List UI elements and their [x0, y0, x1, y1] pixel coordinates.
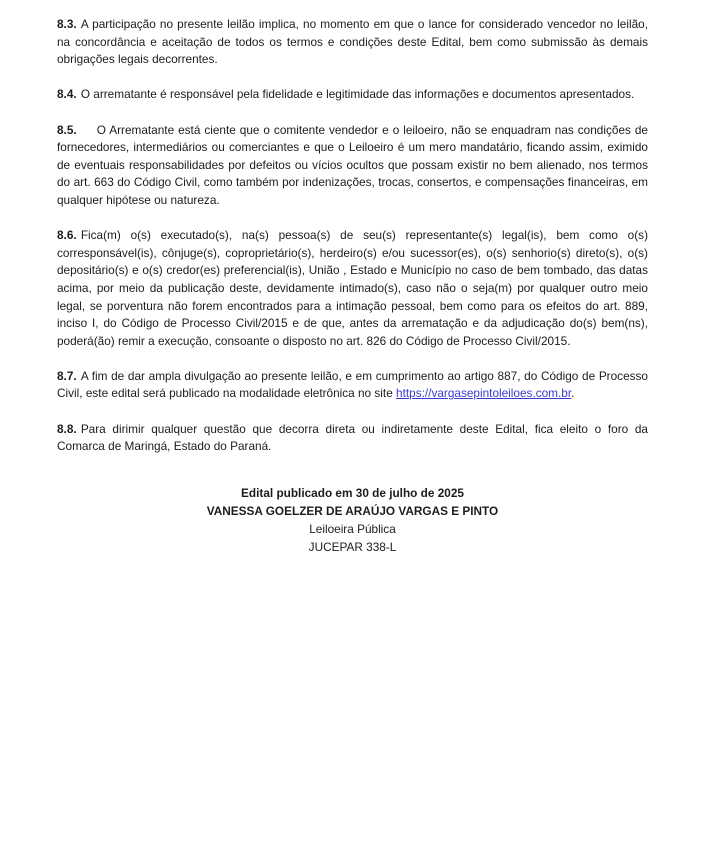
signature-block	[57, 484, 648, 556]
paragraph-number: 8.3.	[57, 17, 77, 31]
paragraph-text: O arrematante é responsável pela fidelidade e legitimidade das informações e documentos apresentados.	[80, 87, 635, 102]
paragraph-8-5	[57, 122, 648, 210]
publication-date-line: Edital publicado em 30 de julho de 2025	[241, 485, 464, 500]
paragraph-number: 8.5.	[57, 122, 77, 137]
paragraph-8-8	[57, 421, 648, 456]
paragraph-text: Fica(m) o(s) executado(s), na(s) pessoa(s) de seu(s) representante(s) legal(is), bem como o(s) corresponsável(is), cônjuge(s), coproprietário(s), herdeiro(s) e/ou sucessor(es), o(s) senhorio(s) direto(s), o(s) depositário(s) e o(s) credor(es) preferencial(is), União , Estado e Município no caso de bem tombado, das datas acima, por meio da publicação deste, devidamente intimado(s), caso não o seja(m) por qualquer outro meio legal, se porventura não forem encontrados para a intimação pessoal, bem como para os efeitos do art. 889, inciso I, do Código de Processo Civil/2015 e de que, antes da arrematação e da adjudicação do(s) bem(ns), poderá(ão) remir a execução, consoante o disposto no art. 826 do Código de Processo Civil/2015.	[57, 228, 648, 348]
paragraph-8-7	[57, 368, 648, 403]
paragraph-number: 8.7.	[57, 368, 77, 383]
paragraph-text: A participação no presente leilão implica, no momento em que o lance for considerado vencedor no leilão, na concordância e aceitação de todos os termos e condições deste Edital, bem como submissão às demais obrigações legais decorrentes.	[57, 17, 648, 67]
paragraph-text-after-link: .	[571, 386, 575, 401]
auctioneer-registry: JUCEPAR 338-L	[308, 539, 397, 554]
paragraph-number: 8.8.	[57, 421, 77, 436]
paragraph-text: A fim de dar ampla divulgação ao presente leilão, e em cumprimento ao artigo 887, do Código de Processo Civil, este edital será publicado na modalidade eletrônica no site	[57, 368, 648, 401]
paragraph-8-3	[57, 16, 648, 69]
paragraph-number: 8.6.	[57, 228, 77, 243]
paragraph-text: Para dirimir qualquer questão que decorra direta ou indiretamente deste Edital, fica eleito o foro da Comarca de Maringá, Estado do Paraná.	[57, 421, 648, 454]
paragraph-text: O Arrematante está ciente que o comitente vendedor e o leiloeiro, não se enquadram nas condições de fornecedores, intermediários ou comerciantes e que o Leiloeiro é um mero mandatário, ficando assim, eximido de eventuais responsabilidades por defeitos ou vícios ocultos que possam existir no bem alienado, nos termos do art. 663 do Código Civil, como também por indenizações, trocas, consertos, e compensações financeiras, em qualquer hipótese ou natureza.	[57, 122, 648, 207]
paragraph-8-4	[57, 86, 648, 104]
paragraph-8-6	[57, 227, 648, 350]
auctioneer-title: Leiloeira Pública	[309, 521, 396, 536]
edital-site-link[interactable]: https://vargasepintoleiloes.com.br	[396, 386, 572, 401]
auctioneer-name: VANESSA GOELZER DE ARAÚJO VARGAS E PINTO	[206, 503, 499, 518]
paragraph-number: 8.4.	[57, 87, 77, 102]
